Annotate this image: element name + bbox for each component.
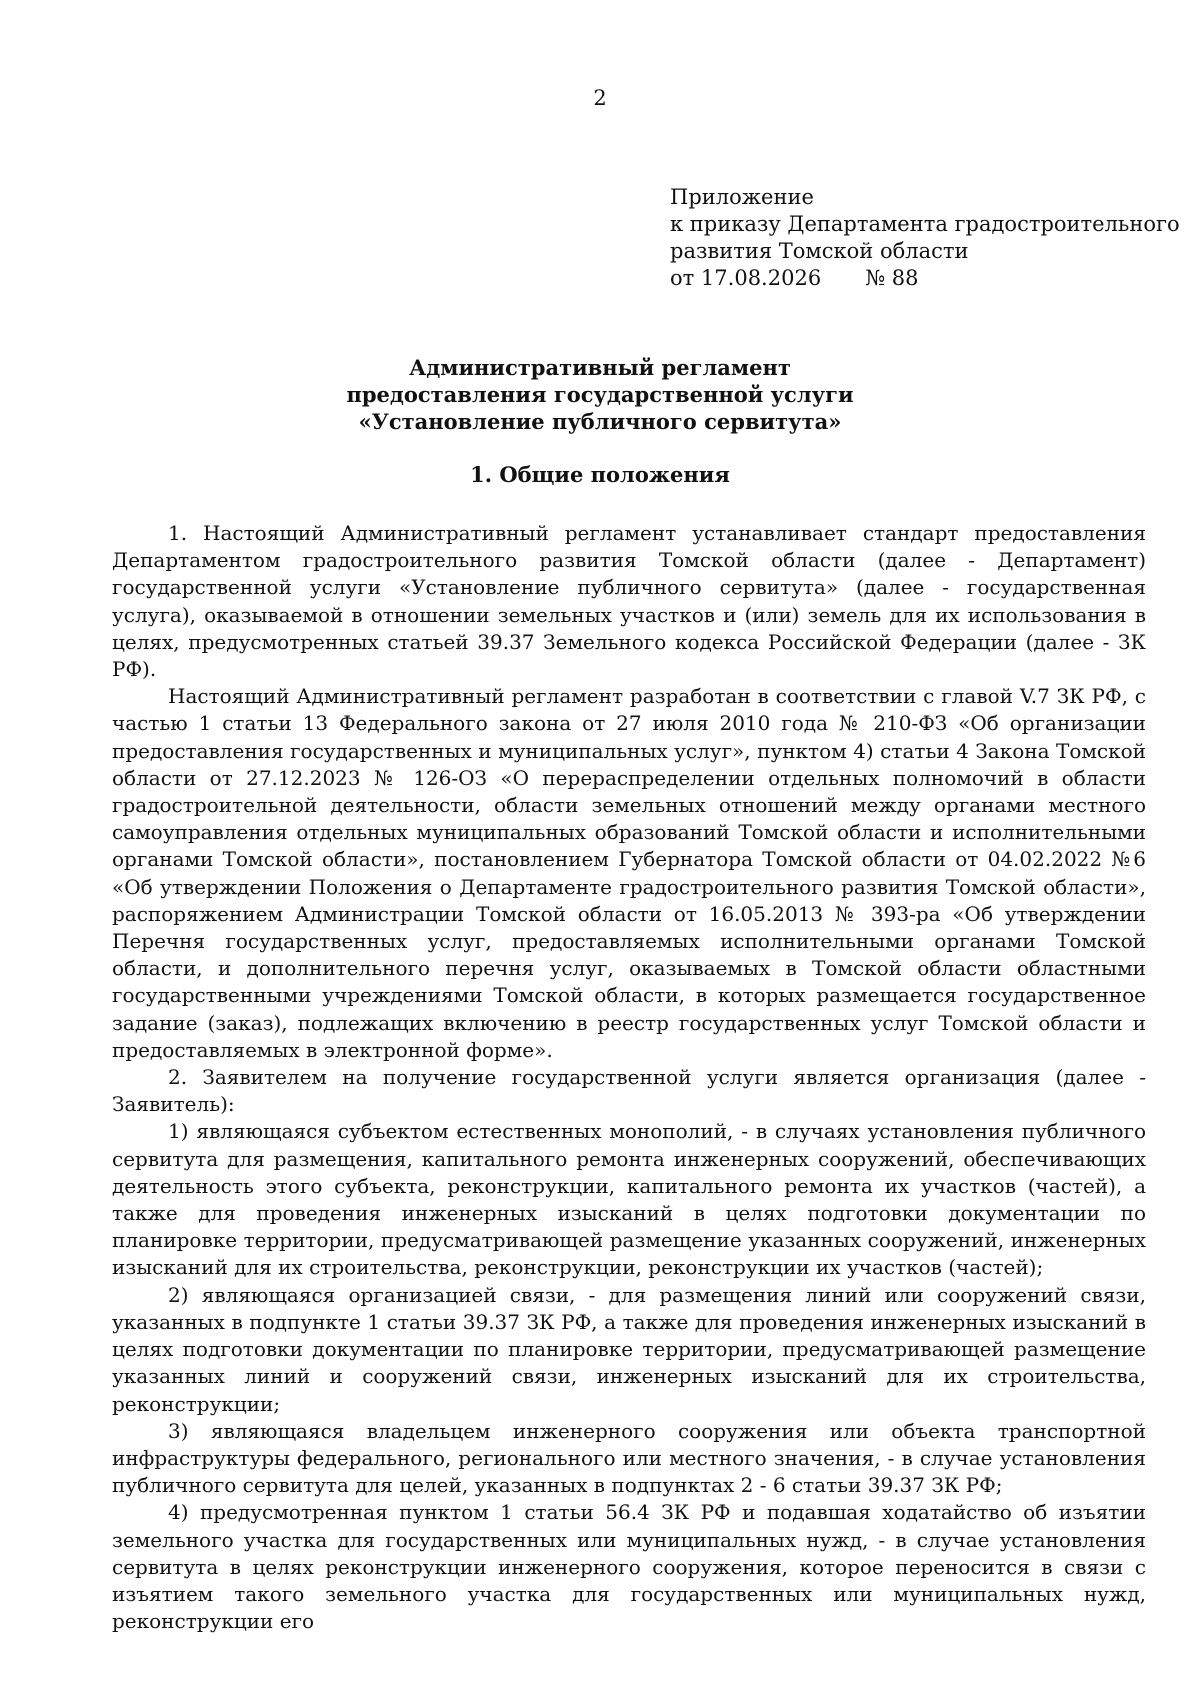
paragraph-1: 1. Настоящий Административный регламент устанавливает стандарт предоставления Департаментом градостроительного развития Томской области (далее - Департамент) государственной услуги «Установление публичного сервитута» (далее - государственная услуга), оказываемой в отношении земельных участков и (или) земель для их использования в целях, предусмотренных статьей 39.37 Земельного кодекса Российской Федерации (далее - ЗК РФ). (112, 521, 1146, 682)
paragraph-2: Настоящий Административный регламент разработан в соответствии с главой V.7 ЗК РФ, с частью 1 статьи 13 Федерального закона от 27 июля 2010 года № 210-ФЗ «Об организации предоставления государственных и муниципальных услуг», пунктом 4) статьи 4 Закона Томской области от 27.12.2023 № 126-ОЗ «О перераспределении отдельных полномочий в области градостроительной деятельности, области земельных отношений между органами местного самоуправления отдельных муниципальных образований Томской области и исполнительными органами Томской области», постановлением Губернатора Томской области от 04.02.2022 №6 «Об утверждении Положения о Департаменте градостроительного развития Томской области», распоряжением Администрации Томской области от 16.05.2013 № 393-ра «Об утверждении Перечня государственных услуг, предоставляемых исполнительными органами Томской области, и дополнительного перечня услуг, оказываемых в Томской области областными государственными учреждениями Томской области, в которых размещается государственное задание (заказ), подлежащих включению в реестр государственных услуг Томской области и предоставляемых в электронной форме». (112, 684, 1146, 1062)
appendix-department-line: развития Томской области (670, 239, 969, 263)
paragraph-7: 4) предусмотренная пунктом 1 статьи 56.4 ЗК РФ и подавшая ходатайство об изъятии земельного участка для государственных или муниципальных нужд, - в случае установления сервитута в целях реконструкции инженерного сооружения, которое переносится в связи с изъятием такого земельного участка для государственных или муниципальных нужд, реконструкции его (112, 1500, 1146, 1634)
title-line-1: Административный регламент (409, 355, 791, 380)
title-line-3: «Установление публичного сервитута» (358, 409, 842, 434)
document-body (112, 520, 1146, 1635)
appendix-date-line (670, 265, 1170, 292)
page-number: 2 (593, 86, 607, 110)
appendix-date: от 17.08.2026 (670, 266, 822, 290)
appendix-number: № 88 (865, 266, 919, 290)
paragraph-4: 1) являющаяся субъектом естественных монополий, - в случаях установления публичного сервитута для размещения, капитального ремонта инженерных сооружений, обеспечивающих деятельность этого субъекта, реконструкции, капитального ремонта их участков (частей), а также для проведения инженерных изысканий в целях подготовки документации по планировке территории, предусматривающей размещение указанных сооружений, инженерных изысканий для их строительства, реконструкции, реконструкции их участков (частей); (112, 1119, 1146, 1280)
paragraph-6: 3) являющаяся владельцем инженерного сооружения или объекта транспортной инфраструктуры федерального, регионального или местного значения, - в случае установления публичного сервитута для целей, указанных в подпунктах 2 - 6 статьи 39.37 ЗК РФ; (112, 1418, 1146, 1498)
appendix-label: Приложение (670, 185, 814, 209)
paragraph-5: 2) являющаяся организацией связи, - для размещения линий или сооружений связи, указанных в подпункте 1 статьи 39.37 ЗК РФ, а также для проведения инженерных изысканий в целях подготовки документации по планировке территории, предусматривающей размещение указанных линий и сооружений связи, инженерных изысканий для их строительства, реконструкции; (112, 1282, 1146, 1416)
title-line-2: предоставления государственной услуги (346, 382, 854, 407)
appendix-order-line: к приказу Департамента градостроительного (670, 212, 1180, 236)
section-heading: 1. Общие положения (470, 462, 730, 487)
paragraph-3: 2. Заявителем на получение государственной услуги является организация (далее - Заявитель): (112, 1065, 1146, 1117)
document-title (0, 354, 1200, 435)
appendix-block (670, 184, 1180, 292)
